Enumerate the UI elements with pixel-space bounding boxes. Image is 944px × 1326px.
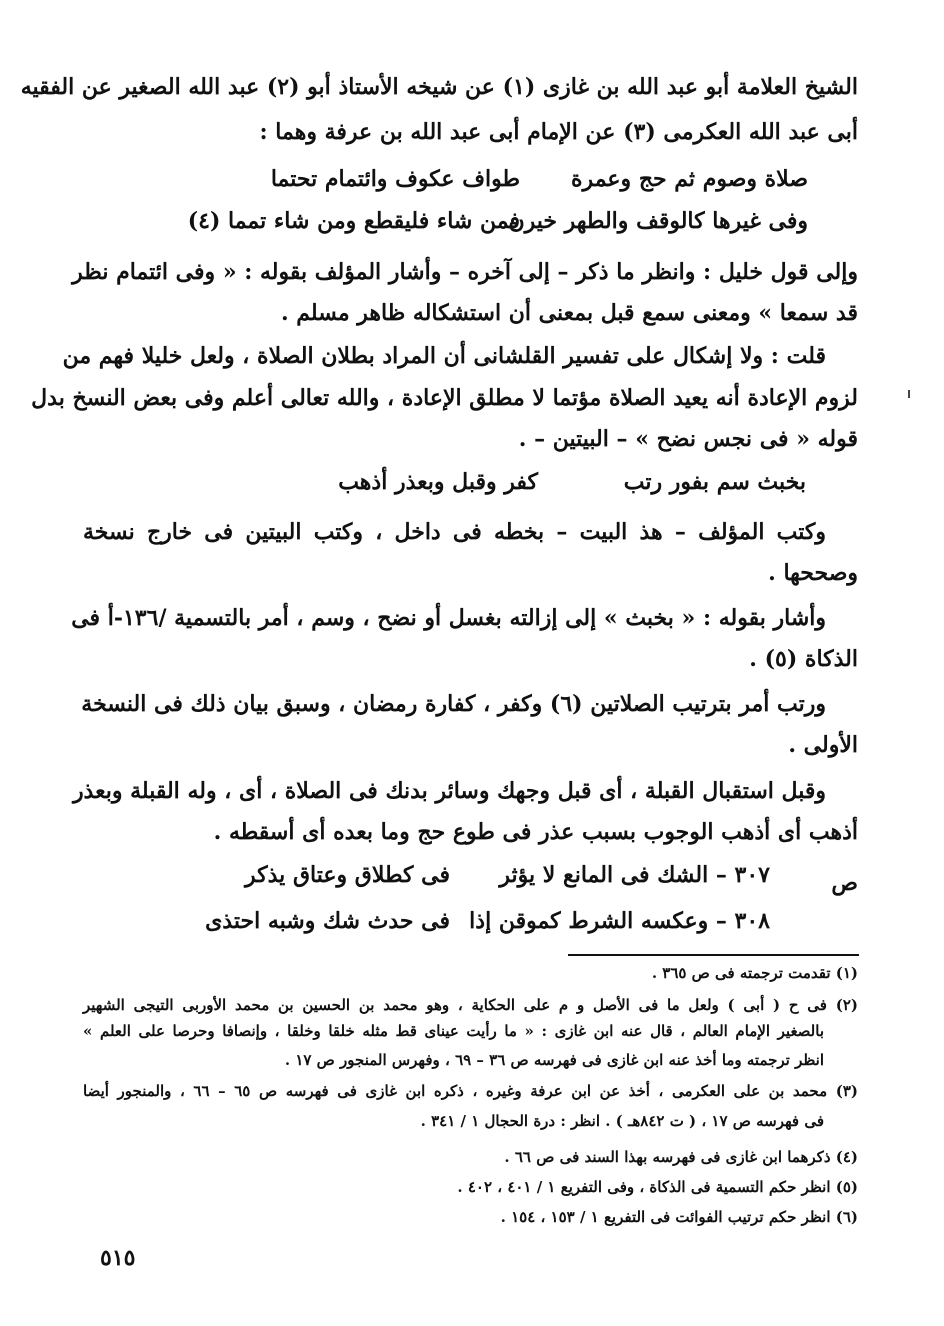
footnote: انظر ترجمته وما أخذ عنه ابن غازى فى فهرسه ص ٣٦ – ٦٩ ، وفهرس المنجور ص ١٧ .: [284, 1051, 824, 1069]
section-marker: ص: [831, 870, 858, 896]
footnote: (٦) انظر حكم ترتيب الفوائت فى التفريع ١ / ١٥٣ ، ١٥٤ .: [500, 1208, 858, 1226]
footnote: (٣) محمد بن على العكرمى ، أخذ عن ابن عرفة وغيره ، ذكره ابن غازى فى فهرسه ص ٦٥ – ٦٦ ، والمنجور أيضا: [83, 1082, 858, 1100]
body-line: قد سمعا » ومعنى سمع قبل بمعنى أن استشكاله ظاهر مسلم .: [280, 300, 858, 326]
body-line: وأشار بقوله : « بخبث » إلى إزالته بغسل أو نضح ، وسم ، أمر بالتسمية /١٣٦-أ فى: [71, 605, 826, 631]
body-line: وكتب المؤلف – هذ البيت – بخطه فى داخل ، وكتب البيتين فى خارج نسخة: [83, 519, 826, 545]
footnote: (٥) انظر حكم التسمية فى الذكاة ، وفى التفريع ١ / ٤٠١ ، ٤٠٢ .: [457, 1178, 858, 1196]
body-line: ورتب أمر بترتيب الصلاتين (٦) وكفر ، كفارة رمضان ، وسبق بيان ذلك فى النسخة: [81, 691, 826, 717]
body-line: وإلى قول خليل : وانظر ما ذكر – إلى آخره – وأشار المؤلف بقوله : « وفى ائتمام نظر: [72, 259, 858, 285]
body-line: قوله « فى نجس نضح » – البيتين – .: [518, 426, 858, 452]
body-line: الأولى .: [788, 732, 858, 758]
verse-hemistich-first: صلاة وصوم ثم حج وعمرة: [571, 166, 808, 192]
verse-hemistich-second: فمن شاء فليقطع ومن شاء تمما (٤): [187, 208, 520, 234]
body-line: قلت : ولا إشكال على تفسير القلشانى أن المراد بطلان الصلاة ، ولعل خليلا فهم من: [62, 343, 826, 369]
verse-hemistich-second: فى كطلاق وعتاق يذكر: [245, 862, 450, 888]
margin-mark: [908, 390, 910, 398]
body-line: وصححها .: [768, 560, 858, 586]
body-line: أذهب أى أذهب الوجوب بسبب عذر فى طوع حج وما بعده أى أسقطه .: [213, 819, 858, 845]
footnote: (٢) فى ح ( أبى ) ولعل ما فى الأصل و م على الحكاية ، وهو محمد بن الحسين بن محمد الأوربى التيجى الشهير: [83, 996, 858, 1014]
verse-hemistich-second: طواف عكوف وائتمام تحتما: [270, 166, 520, 192]
body-line: الشيخ العلامة أبو عبد الله بن غازى (١) عن شيخه الأستاذ أبو (٢) عبد الله الصغير عن الفقيه: [20, 74, 858, 100]
verse-hemistich-first: وفى غيرها كالوقف والطهر خيرن: [508, 208, 808, 234]
footnote: (٤) ذكرهما ابن غازى فى فهرسه بهذا السند فى ص ٦٦ .: [504, 1148, 858, 1166]
verse-hemistich-first: بخبث سم بفور رتب: [623, 469, 806, 495]
body-line: لزوم الإعادة أنه يعيد الصلاة مؤتما لا مطلق الإعادة ، والله تعالى أعلم وفى بعض النسخ بدل: [31, 385, 858, 411]
footnote: بالصغير الإمام العالم ، قال عنه ابن غازى : « ما رأيت عيناى قط مثله خلقا وخلقا ، وإنصافا وحرصا على العلم »: [83, 1022, 824, 1040]
footnote: (١) تقدمت ترجمته فى ص ٣٦٥ .: [651, 964, 858, 982]
verse-hemistich-first: ٣٠٧ – الشك فى المانع لا يؤثر: [499, 862, 770, 888]
verse-hemistich-second: فى حدث شك وشبه احتذى: [205, 908, 450, 934]
footnote: فى فهرسه ص ١٧ ، ( ت ٨٤٢هـ ) . انظر : درة الحجال ١ / ٣٤١ .: [420, 1112, 824, 1130]
verse-hemistich-first: ٣٠٨ – وعكسه الشرط كموقن إذا: [469, 908, 770, 934]
body-line: أبى عبد الله العكرمى (٣) عن الإمام أبى عبد الله بن عرفة وهما :: [259, 119, 858, 145]
body-line: الذكاة (٥) .: [749, 646, 858, 672]
page-number: ٥١٥: [100, 1245, 136, 1271]
body-line: وقبل استقبال القبلة ، أى قبل وجهك وسائر بدنك فى الصلاة ، أى ، وله القبلة وبعذر: [72, 778, 826, 804]
verse-hemistich-second: كفر وقبل وبعذر أذهب: [338, 469, 538, 495]
